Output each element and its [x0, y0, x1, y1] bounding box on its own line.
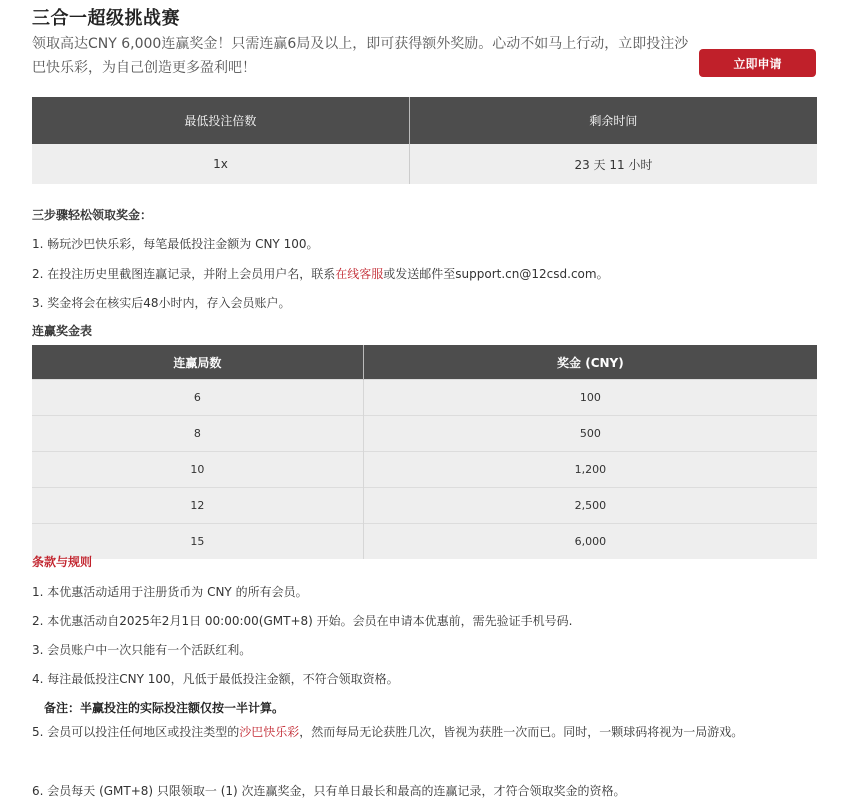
table-row [32, 524, 817, 560]
summary-header-time-remaining: 剩余时间 [409, 97, 817, 144]
bonus-amount: 1,200 [363, 452, 817, 488]
term-6: 6. 会员每天 (GMT+8) 只限领取一 (1) 次连赢奖金，只有单日最长和最高的连赢记录，才符合领取奖金的资格。 [32, 784, 626, 798]
table-row [32, 380, 817, 416]
term-5-text: 5. 会员可以投注任何地区或投注类型的 [32, 725, 240, 739]
step-2 [32, 265, 609, 282]
term-5-text-cont: ，然而每局无论获胜几次，皆视为获胜一次而已。同时，一颗球码将视为一局游戏。 [299, 725, 744, 739]
apply-now-button[interactable]: 立即申请 [699, 49, 816, 77]
summary-min-multiplier: 1x [32, 144, 409, 184]
step-3: 3. 奖金将会在核实后48小时内，存入会员账户。 [32, 296, 291, 310]
bonus-wins: 10 [32, 452, 363, 488]
table-row [32, 488, 817, 524]
intro-text: 领取高达CNY 6,000连赢奖金！只需连赢6局及以上，即可获得额外奖励。心动不如马上行动，立即投注沙巴快乐彩，为自己创造更多盈利吧！ [32, 36, 689, 76]
bonus-wins: 8 [32, 416, 363, 452]
term-2: 2. 本优惠活动自2025年2月1日 00:00:00(GMT+8) 开始。会员在申请本优惠前，需先验证手机号码. [32, 614, 573, 628]
live-support-link[interactable]: 在线客服 [335, 267, 384, 281]
page-title: 三合一超级挑战赛 [32, 8, 180, 29]
summary-header-min-multiplier: 最低投注倍数 [32, 97, 409, 144]
step-2-text: 2. 在投注历史里截图连赢记录，并附上会员用户名，联系 [32, 267, 336, 281]
term-5 [32, 718, 817, 746]
term-1: 1. 本优惠活动适用于注册货币为 CNY 的所有会员。 [32, 585, 308, 599]
summary-table [32, 97, 817, 184]
table-row [32, 416, 817, 452]
terms-heading: 条款与规则 [32, 555, 93, 569]
saba-lottery-link[interactable]: 沙巴快乐彩 [239, 725, 300, 739]
bonus-header-wins: 连赢局数 [32, 345, 363, 380]
bonus-table [32, 345, 817, 559]
table-row [32, 144, 817, 184]
term-note: 备注：半赢投注的实际投注额仅按一半计算。 [44, 701, 285, 715]
bonus-wins: 15 [32, 524, 363, 560]
table-row [32, 452, 817, 488]
bonus-amount: 6,000 [363, 524, 817, 560]
term-3: 3. 会员账户中一次只能有一个活跃红利。 [32, 643, 252, 657]
bonus-amount: 100 [363, 380, 817, 416]
step-1: 1. 畅玩沙巴快乐彩，每笔最低投注金额为 CNY 100。 [32, 237, 319, 251]
step-2-email-text: 或发送邮件至support.cn@12csd.com。 [383, 267, 609, 281]
bonus-table-title: 连赢奖金表 [32, 324, 93, 338]
bonus-amount: 500 [363, 416, 817, 452]
bonus-header-amount: 奖金 (CNY) [363, 345, 817, 380]
summary-time-remaining: 23 天 11 小时 [409, 144, 817, 184]
bonus-wins: 12 [32, 488, 363, 524]
bonus-wins: 6 [32, 380, 363, 416]
steps-heading: 三步骤轻松领取奖金： [32, 208, 153, 222]
term-4: 4. 每注最低投注CNY 100，凡低于最低投注金额，不符合领取资格。 [32, 672, 399, 686]
bonus-amount: 2,500 [363, 488, 817, 524]
